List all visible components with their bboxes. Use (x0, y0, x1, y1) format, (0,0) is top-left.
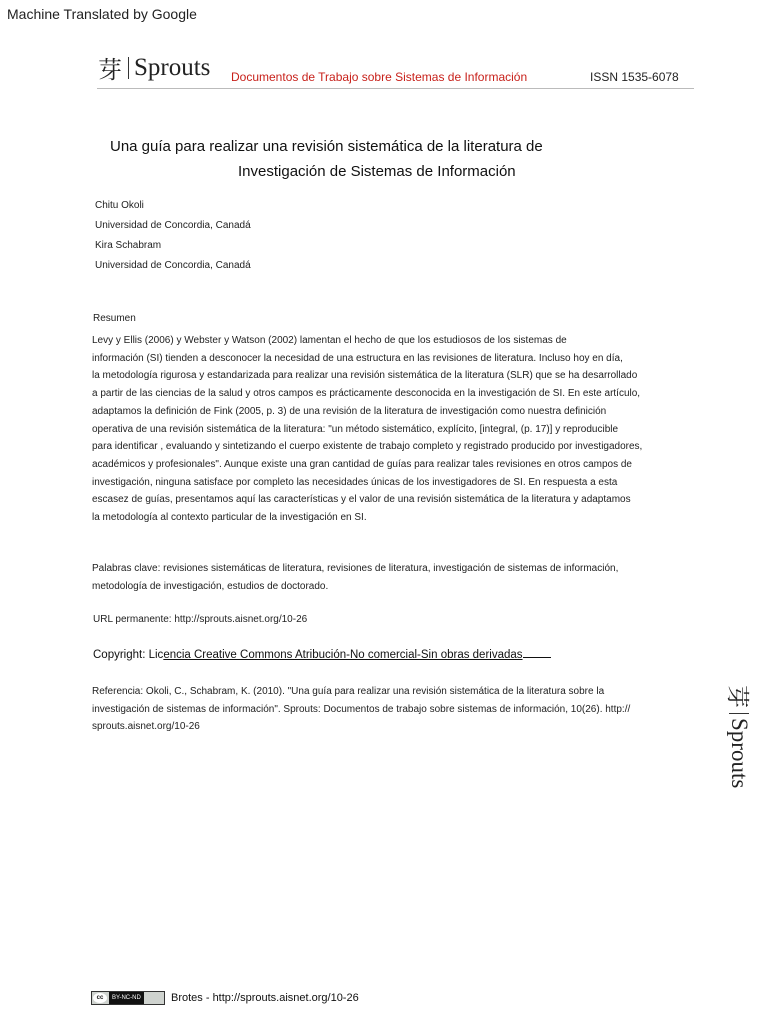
copyright-line (93, 647, 551, 661)
cc-license-badge-icon[interactable] (91, 991, 165, 1005)
side-sprout-glyph-icon: 芽 (725, 685, 750, 708)
logo-divider (128, 57, 129, 79)
reference-line-1: Referencia: Okoli, C., Schabram, K. (2010). "Una guía para realizar una revisión sistemática de la literatura sobre la (92, 686, 605, 697)
sprout-glyph-icon: 芽 (98, 58, 122, 84)
permanent-url[interactable]: URL permanente: http://sprouts.aisnet.org/10-26 (93, 614, 308, 625)
reference-citation (92, 683, 692, 736)
header-divider (97, 88, 694, 89)
abstract-line: la metodología rigurosa y estandarizada para realizar una revisión sistemática de la literatura (SLR) que se ha desarrollado (92, 370, 638, 382)
abstract-line: a partir de las ciencias de la salud y otros campos es prácticamente desconocida en la investigación de SI. En este artículo, (92, 388, 641, 400)
keywords-line-1: Palabras clave: revisiones sistemáticas de literatura, revisiones de literatura, investigación de sistemas de información, (92, 563, 619, 574)
keywords (92, 560, 692, 596)
cc-terms: BY-NC-ND (109, 992, 144, 1004)
side-logo-text: Sprouts (727, 718, 753, 789)
license-link[interactable]: encia Creative Commons Atribución-No comercial-Sin obras derivadas (163, 649, 523, 661)
license-underline (523, 647, 551, 658)
cc-mark: cc (93, 993, 107, 1003)
abstract-line: académicos y profesionales". Aunque existe una gran cantidad de guías para realizar tales revisiones en otros campos de (92, 458, 632, 470)
issn: ISSN 1535-6078 (590, 70, 679, 84)
abstract-line: adaptamos la definición de Fink (2005, p. 3) de una revisión de la literatura de investigación como nuestra definición (92, 405, 607, 417)
keywords-line-2: metodología de investigación, estudios de doctorado. (92, 581, 329, 592)
abstract-line: la metodología al contexto particular de la investigación en SI. (92, 512, 367, 524)
journal-name: Documentos de Trabajo sobre Sistemas de Información (231, 70, 528, 84)
abstract-line: investigación, ninguna satisface por completo las necesidades únicas de los investigadores de SI. En respuesta a esta (92, 476, 618, 488)
title-line-2: Investigación de Sistemas de Información (238, 163, 516, 180)
logo-text: Sprouts (134, 53, 211, 81)
abstract-body (92, 332, 692, 527)
abstract-line: información (SI) tienden a desconocer la necesidad de una estructura en las revisiones de literatura. Incluso hoy en día, (92, 352, 623, 364)
reference-line-2: investigación de sistemas de información". Sprouts: Documentos de trabajo sobre sistemas de información, 10(26). http:// (92, 703, 631, 715)
author-name: Chitu Okoli (95, 200, 144, 211)
author-affiliation: Universidad de Concordia, Canadá (95, 220, 251, 231)
title-line-1: Una guía para realizar una revisión sistemática de la literatura de (110, 138, 543, 155)
reference-line-3: sprouts.aisnet.org/10-26 (92, 721, 200, 732)
abstract-line: Levy y Ellis (2006) y Webster y Watson (2002) lamentan el hecho de que los estudiosos de los sistemas de (92, 335, 567, 346)
author-affiliation: Universidad de Concordia, Canadá (95, 260, 251, 271)
abstract-line: escasez de guías, presentamos aquí las características y el valor de una revisión sistemática de la literatura y adaptamos (92, 494, 631, 506)
abstract-heading: Resumen (93, 313, 136, 324)
side-sprouts-logo (716, 685, 756, 800)
copyright-prefix: Copyright: Lic (93, 649, 164, 661)
author-block (95, 200, 251, 280)
abstract-line: operativa de una revisión sistemática de la literatura: "un método sistemático, explícito, [integral, (p. 17)] y reproducible (92, 423, 619, 435)
machine-translation-banner: Machine Translated by Google (7, 6, 197, 22)
sprouts-logo (98, 50, 210, 85)
footer-text: Brotes - http://sprouts.aisnet.org/10-26 (171, 992, 359, 1004)
side-logo-divider (730, 713, 750, 714)
page-footer (91, 991, 359, 1005)
paper-title (110, 134, 670, 184)
author-name: Kira Schabram (95, 240, 162, 251)
abstract-line: para identificar , evaluando y sintetizando el cuerpo existente de trabajo completo y registrado producido por investigadores, (92, 441, 643, 453)
